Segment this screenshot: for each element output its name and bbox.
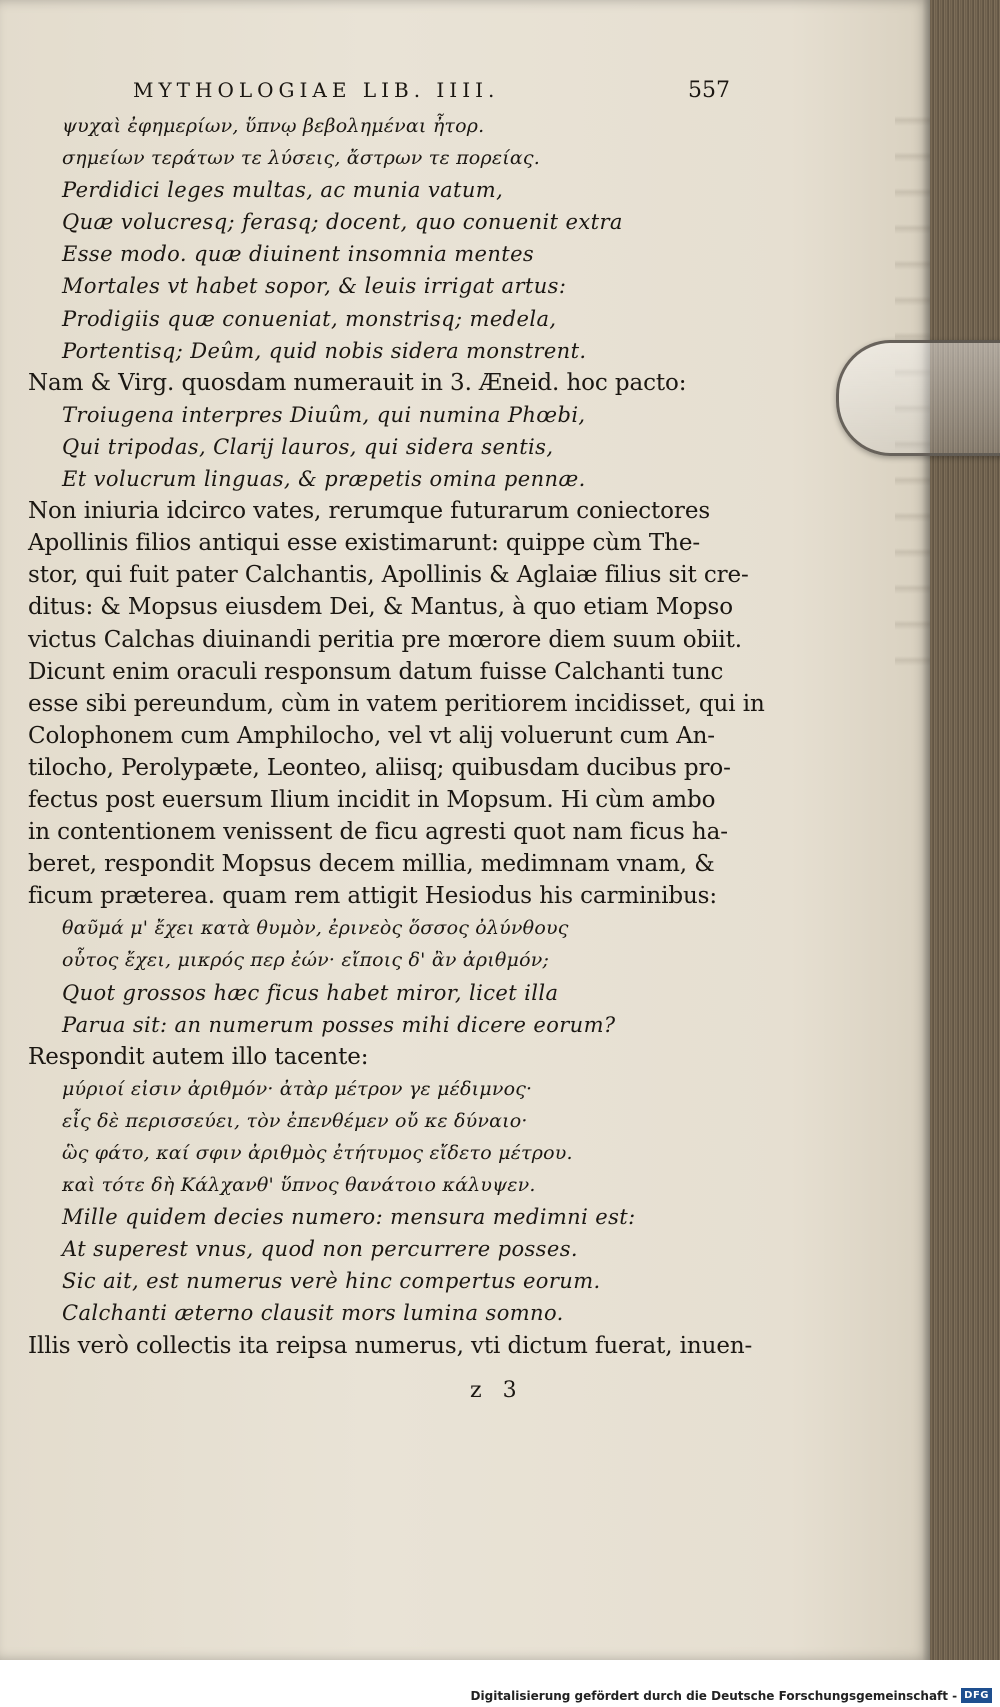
verse-line: Esse modo. quæ diuinent insomnia mentes bbox=[62, 242, 535, 267]
prose-line: fectus post euersum Ilium incidit in Mopsum. Hi cùm ambo bbox=[28, 786, 716, 813]
verse-line: Troiugena interpres Diuûm, qui numina Phœbi, bbox=[62, 402, 586, 427]
dfg-logo: DFG bbox=[961, 1688, 992, 1703]
page-edges bbox=[930, 0, 1000, 1660]
footer-credit-text: Digitalisierung gefördert durch die Deutsche Forschungsgemeinschaft - bbox=[470, 1688, 958, 1703]
prose-line: Apollinis filios antiqui esse existimarunt: quippe cùm The- bbox=[28, 530, 701, 557]
prose-line: Illis verò collectis ita reipsa numerus, vti dictum fuerat, inuen- bbox=[28, 1332, 753, 1359]
prose-line: in contentionem venissent de ficu agresti quot nam ficus ha- bbox=[28, 819, 728, 846]
verse-line: Prodigiis quæ conueniat, monstrisq; medela, bbox=[62, 306, 557, 331]
verse-line: Qui tripodas, Clarij lauros, qui sidera sentis, bbox=[62, 434, 554, 459]
signature-mark: z 3 bbox=[470, 1378, 517, 1403]
verse-line: Parua sit: an numerum posses mihi dicere eorum? bbox=[62, 1012, 616, 1037]
verse-line: Mortales vt habet sopor, & leuis irrigat artus: bbox=[62, 274, 567, 299]
prose-line: victus Calchas diuinandi peritia pre mœrore diem suum obiit. bbox=[28, 626, 743, 653]
prose-line: esse sibi pereundum, cùm in vatem peritiorem incidisset, qui in bbox=[28, 690, 765, 717]
verse-line: Portentisq; Deûm, quid nobis sidera monstrent. bbox=[62, 338, 587, 363]
verse-line: Mille quidem decies numero: mensura medimni est: bbox=[62, 1205, 636, 1230]
greek-line: εἷς δὲ περισσεύει, τὸν ἐπενθέμεν οὔ κε δύναιο· bbox=[62, 1109, 528, 1132]
page-header bbox=[133, 78, 730, 110]
greek-line: ψυχαὶ ἐφημερίων, ὕπνῳ βεβολημέναι ἦτορ. bbox=[62, 115, 485, 137]
text-lines bbox=[28, 110, 765, 1362]
verse-line: Sic ait, est numerus verè hinc compertus eorum. bbox=[62, 1269, 601, 1294]
prose-line: Colophonem cum Amphilocho, vel vt alij voluerunt cum An- bbox=[28, 722, 715, 749]
prose-line: Non iniuria idcirco vates, rerumque futurarum coniectores bbox=[28, 498, 711, 525]
verse-line: Quæ volucresq; ferasq; docent, quo conuenit extra bbox=[62, 210, 623, 235]
folio-number: 557 bbox=[688, 78, 730, 103]
greek-line: σημείων τεράτων τε λύσεις, ἄστρων τε πορείας. bbox=[62, 147, 540, 170]
prose-line: Nam & Virg. quosdam numerauit in 3. Æneid. hoc pacto: bbox=[28, 369, 687, 396]
verse-line: Calchanti æterno clausit mors lumina somno. bbox=[62, 1301, 564, 1326]
prose-line: tilocho, Perolypæte, Leonteo, aliisq; quibusdam ducibus pro- bbox=[28, 754, 731, 781]
greek-line: οὗτος ἔχει, μικρός περ ἐών· εἴποις δ' ἂν ἀριθμόν; bbox=[62, 949, 550, 972]
prose-line: Respondit autem illo tacente: bbox=[28, 1043, 369, 1070]
prose-line: Dicunt enim oraculi responsum datum fuisse Calchanti tunc bbox=[28, 658, 724, 685]
prose-line: beret, respondit Mopsus decem millia, medimnam vnam, & bbox=[28, 851, 715, 878]
running-head: MYTHOLOGIAE LIB. IIII. bbox=[133, 78, 500, 102]
text-block bbox=[28, 78, 765, 1362]
verse-line: Quot grossos hæc ficus habet miror, licet illa bbox=[62, 980, 559, 1005]
prose-line: ditus: & Mopsus eiusdem Dei, & Mantus, à quo etiam Mopso bbox=[28, 594, 733, 621]
greek-line: ὣς φάτο, καί σφιν ἀριθμὸς ἐτήτυμος εἴδετο μέτρου. bbox=[62, 1142, 573, 1164]
footer-credit bbox=[471, 1688, 992, 1703]
greek-line: καὶ τότε δὴ Κάλχανθ' ὕπνος θανάτοιο κάλυψεν. bbox=[62, 1174, 536, 1197]
greek-line: θαῦμά μ' ἔχει κατὰ θυμὸν, ἐρινεὸς ὅσσος ὀλύνθους bbox=[62, 917, 569, 940]
verse-line: Et volucrum linguas, & præpetis omina pennæ. bbox=[62, 467, 586, 492]
greek-line: μύριοί εἰσιν ἀριθμόν· ἀτὰρ μέτρον γε μέδιμνος· bbox=[62, 1077, 533, 1100]
verse-line: At superest vnus, quod non percurrere posses. bbox=[62, 1237, 578, 1262]
verse-line: Perdidici leges multas, ac munia vatum, bbox=[62, 178, 504, 203]
prose-line: ficum præterea. quam rem attigit Hesiodus his carminibus: bbox=[28, 883, 718, 910]
prose-line: stor, qui fuit pater Calchantis, Apollinis & Aglaiæ filius sit cre- bbox=[28, 562, 749, 589]
page-holder-clip bbox=[836, 340, 1000, 456]
